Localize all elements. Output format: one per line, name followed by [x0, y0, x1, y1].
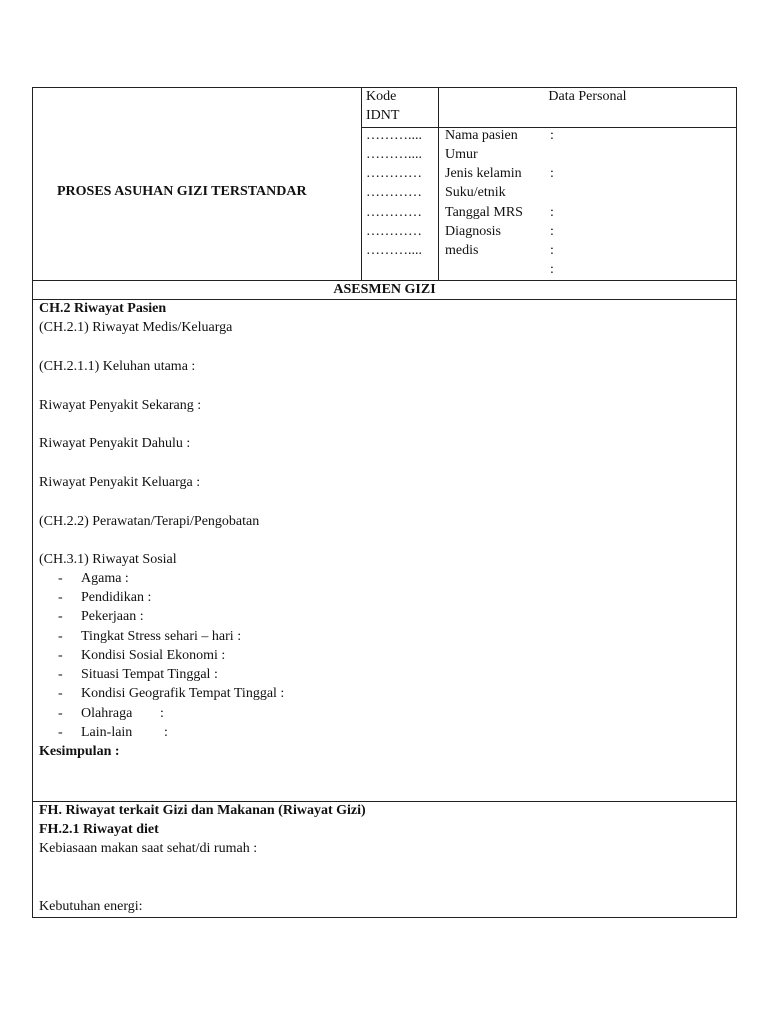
social-item-pekerjaan: Pekerjaan :	[81, 609, 144, 624]
idnt-dots-5: …………	[366, 205, 422, 220]
social-item-ekonomi: Kondisi Sosial Ekonomi :	[81, 648, 226, 663]
header-divider-1	[361, 87, 362, 280]
social-item-geografik: Kondisi Geografik Tempat Tinggal :	[81, 686, 285, 701]
social-item-lain-lain: Lain-lain	[81, 725, 133, 740]
ch211-label: (CH.2.1.1) Keluhan utama :	[39, 359, 196, 374]
idnt-dots-6: …………	[366, 224, 422, 239]
personal-label-jenis-kelamin: Jenis kelamin	[445, 166, 522, 181]
social-bullet: -	[58, 648, 63, 663]
personal-colon-3: :	[550, 205, 554, 220]
idnt-label: IDNT	[366, 108, 400, 123]
personal-colon-1: :	[550, 128, 554, 143]
form-title: PROSES ASUHAN GIZI TERSTANDAR	[57, 184, 307, 199]
ch31-label: (CH.3.1) Riwayat Sosial	[39, 552, 177, 567]
social-bullet: -	[58, 571, 63, 586]
idnt-dots-7: ………....	[366, 243, 422, 258]
social-bullet: -	[58, 725, 63, 740]
social-item-pendidikan: Pendidikan :	[81, 590, 152, 605]
ch21-label: (CH.2.1) Riwayat Medis/Keluarga	[39, 320, 233, 335]
data-personal-label: Data Personal	[548, 89, 627, 104]
kebiasaan-label: Kebiasaan makan saat sehat/di rumah :	[39, 841, 258, 856]
personal-colon-4: :	[550, 224, 554, 239]
fh-title: FH. Riwayat terkait Gizi dan Makanan (Riwayat Gizi)	[39, 803, 366, 818]
social-bullet: -	[58, 609, 63, 624]
table-left-border	[32, 87, 33, 918]
social-item-agama: Agama :	[81, 571, 129, 586]
social-item-tempat-tinggal: Situasi Tempat Tinggal :	[81, 667, 218, 682]
rpd-label: Riwayat Penyakit Dahulu :	[39, 436, 191, 451]
table-right-border	[736, 87, 737, 918]
personal-label-medis: medis	[445, 243, 479, 258]
ch2-title: CH.2 Riwayat Pasien	[39, 301, 167, 316]
fh21-title: FH.2.1 Riwayat diet	[39, 822, 159, 837]
idnt-dots-1: ………....	[366, 128, 422, 143]
personal-label-umur: Umur	[445, 147, 478, 162]
personal-label-suku: Suku/etnik	[445, 185, 506, 200]
social-bullet: -	[58, 686, 63, 701]
kode-label: Kode	[366, 89, 397, 104]
personal-colon-2: :	[550, 166, 554, 181]
social-item-olahraga: Olahraga	[81, 706, 133, 721]
ch22-label: (CH.2.2) Perawatan/Terapi/Pengobatan	[39, 514, 260, 529]
idnt-dots-4: …………	[366, 185, 422, 200]
personal-colon-5: :	[550, 243, 554, 258]
rpk-label: Riwayat Penyakit Keluarga :	[39, 475, 201, 490]
social-colon: :	[164, 725, 168, 740]
kebutuhan-label: Kebutuhan energi:	[39, 899, 143, 914]
personal-colon-6: :	[550, 262, 554, 277]
idnt-dots-2: ………....	[366, 147, 422, 162]
rps-label: Riwayat Penyakit Sekarang :	[39, 398, 202, 413]
social-bullet: -	[58, 706, 63, 721]
social-item-stress: Tingkat Stress sehari – hari :	[81, 629, 242, 644]
header-divider-2	[438, 87, 439, 280]
social-bullet: -	[58, 667, 63, 682]
social-colon: :	[160, 706, 164, 721]
asesmen-heading: ASESMEN GIZI	[333, 282, 436, 297]
kesimpulan-label: Kesimpulan :	[39, 744, 120, 759]
personal-label-diagnosis: Diagnosis	[445, 224, 501, 239]
personal-label-nama: Nama pasien	[445, 128, 518, 143]
social-bullet: -	[58, 590, 63, 605]
personal-label-tanggal-mrs: Tanggal MRS	[445, 205, 523, 220]
social-bullet: -	[58, 629, 63, 644]
table-bottom-border	[32, 917, 737, 918]
idnt-dots-3: …………	[366, 166, 422, 181]
